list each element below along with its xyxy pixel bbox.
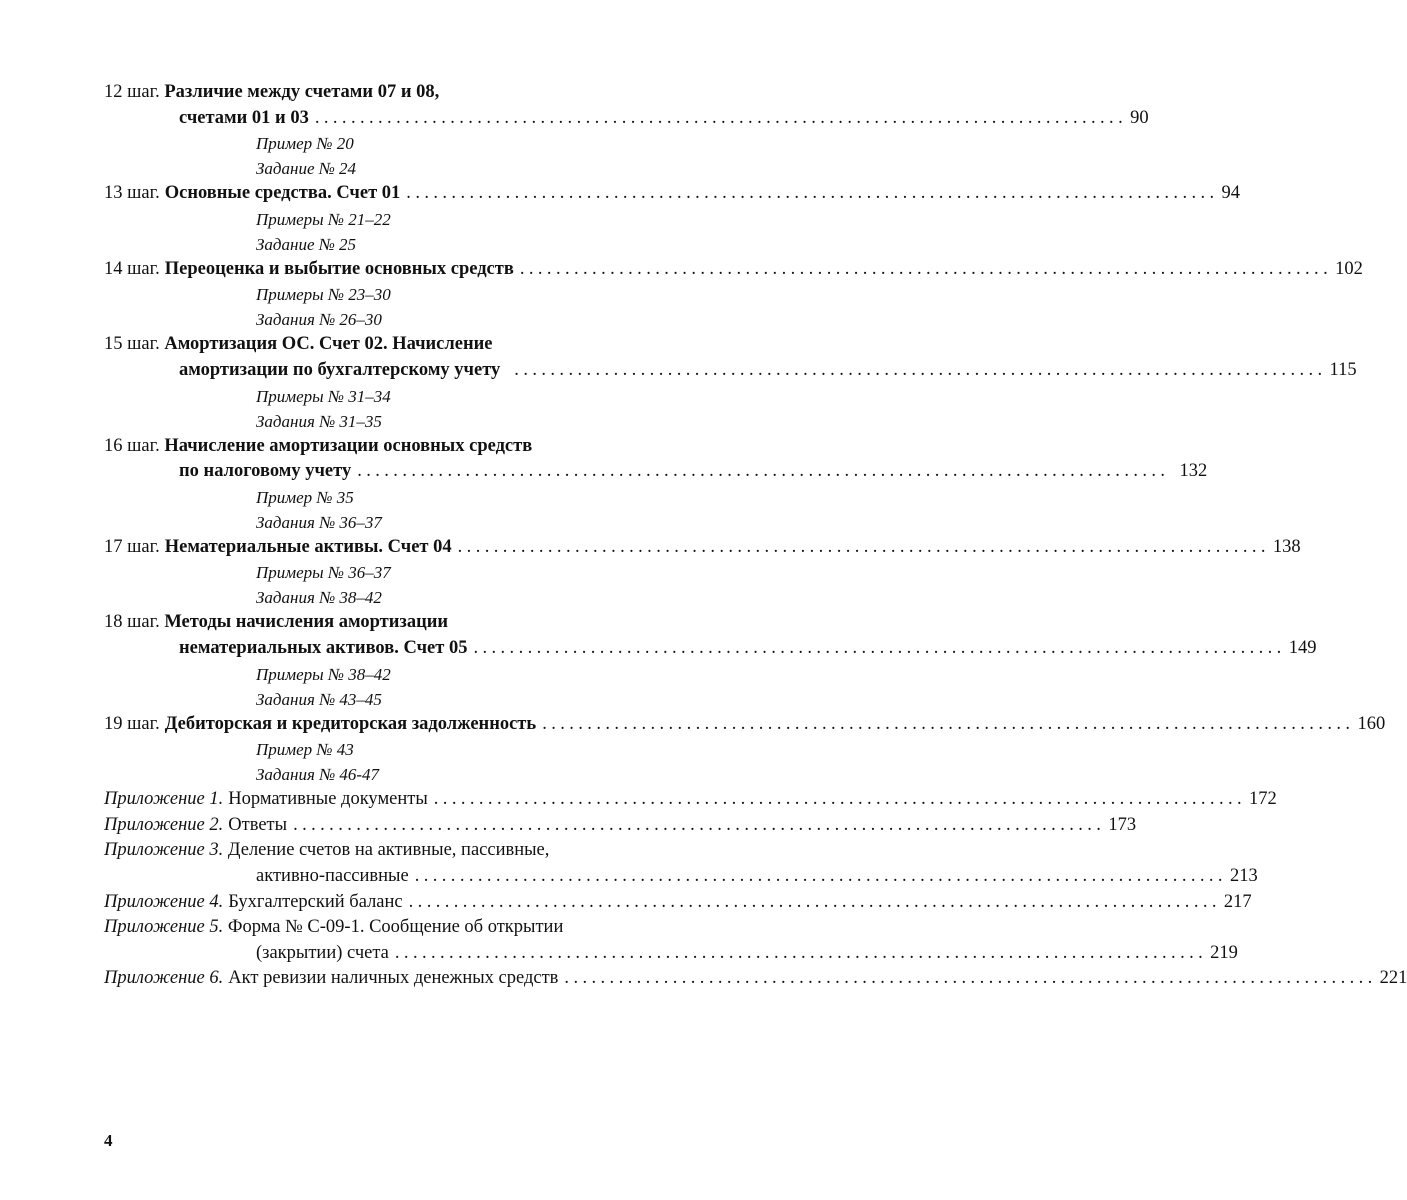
step-title: нематериальных активов. Счет 05 (179, 637, 468, 658)
toc-entry-appendix-3-line2[interactable] (104, 864, 1258, 890)
leader-dots: .......................................................................................... (414, 865, 1227, 886)
page-footer-number: 4 (104, 1131, 113, 1150)
table-of-contents (104, 80, 1407, 992)
step-title: амортизации по бухгалтерскому учету (179, 359, 501, 380)
leader-dots: .......................................................................................... (564, 968, 1377, 989)
leader-dots: .......................................................................................... (519, 258, 1333, 279)
toc-entry-appendix-4[interactable] (104, 890, 1252, 916)
example-ref: Примеры № 21–22 (256, 209, 391, 229)
step-title: по налоговому учету (179, 461, 352, 482)
step-title: Основные средства. Счет 01 (164, 183, 401, 204)
page-number: 217 (1223, 891, 1252, 912)
step-title: Методы начисления амортизации (164, 612, 449, 633)
appendix-label: Приложение 5. (104, 917, 224, 938)
toc-entry-appendix-2[interactable] (104, 813, 1137, 839)
appendix-label: Приложение 2. (104, 814, 224, 835)
task-ref: Задания № 38–42 (256, 588, 382, 608)
toc-entry-step-19[interactable] (104, 712, 1386, 738)
page-number: 160 (1357, 713, 1386, 734)
page-number: 173 (1108, 814, 1137, 835)
toc-entry-step-18-line2[interactable] (104, 636, 1317, 662)
step-title: Дебиторская и кредиторская задолженность (164, 713, 537, 734)
page-number: 172 (1249, 789, 1277, 810)
example-ref: Пример № 35 (256, 487, 354, 507)
leader-dots: .......................................................................................... (433, 789, 1247, 810)
step-title: Нематериальные активы. Счет 04 (164, 536, 452, 557)
leader-dots: .......................................................................................... (408, 891, 1221, 912)
task-ref: Задания № 31–35 (256, 411, 382, 431)
example-ref: Примеры № 23–30 (256, 285, 391, 305)
appendix-title: Деление счетов на активные, пассивные, (227, 840, 550, 861)
toc-entry-step-12-line1 (104, 80, 728, 106)
leader-dots: .......................................................................................... (357, 461, 1170, 482)
toc-entry-appendix-5-line1 (104, 915, 728, 941)
toc-entry-step-17[interactable] (104, 535, 1301, 561)
toc-entry-step-13[interactable] (104, 181, 1241, 207)
step-label: 14 шаг. (104, 258, 160, 279)
example-ref: Пример № 43 (256, 740, 354, 760)
page-number: 149 (1288, 637, 1317, 658)
step-title: счетами 01 и 03 (179, 107, 309, 128)
appendix-label: Приложение 6. (104, 968, 224, 989)
task-ref: Задания № 46-47 (256, 765, 380, 785)
page-number: 102 (1335, 258, 1363, 279)
appendix-title: активно-пассивные (256, 865, 409, 886)
step-label: 12 шаг. (104, 82, 160, 102)
appendix-label: Приложение 3. (104, 840, 224, 861)
step-title: Переоценка и выбытие основных средств (164, 258, 514, 279)
page-number: 221 (1379, 968, 1407, 989)
leader-dots: .......................................................................................... (542, 713, 1355, 734)
task-ref: Задания № 43–45 (256, 689, 382, 709)
appendix-title: Нормативные документы (228, 789, 428, 810)
step-label: 19 шаг. (104, 713, 160, 734)
toc-entry-step-16-line1 (104, 434, 728, 460)
leader-dots: .......................................................................................... (314, 107, 1128, 128)
task-ref: Задания № 36–37 (256, 512, 382, 532)
toc-entry-step-15-line1 (104, 332, 728, 358)
appendix-label: Приложение 1. (104, 789, 224, 810)
example-ref: Примеры № 36–37 (256, 563, 391, 583)
page-number: 132 (1179, 461, 1208, 482)
task-ref: Задания № 26–30 (256, 310, 382, 330)
leader-dots: .......................................................................................... (514, 359, 1327, 380)
step-label: 17 шаг. (104, 536, 160, 557)
appendix-title: Форма № С-09-1. Сообщение об открытии (227, 917, 564, 938)
page-number: 94 (1221, 183, 1241, 204)
page-number: 138 (1272, 536, 1301, 557)
toc-entry-step-14[interactable] (104, 257, 1363, 283)
toc-entry-step-18-line1 (104, 610, 728, 636)
example-ref: Пример № 20 (256, 134, 354, 154)
leader-dots: .......................................................................................... (457, 536, 1270, 557)
appendix-title: Ответы (228, 814, 288, 835)
step-title: Различие между счетами 07 и 08, (164, 82, 440, 102)
appendix-label: Приложение 4. (104, 891, 224, 912)
step-label: 18 шаг. (104, 612, 160, 633)
toc-entry-step-15-line2[interactable] (104, 358, 1357, 384)
leader-dots: .......................................................................................... (293, 814, 1106, 835)
page-number: 115 (1329, 359, 1357, 380)
example-ref: Примеры № 38–42 (256, 664, 391, 684)
toc-entry-step-12-line2[interactable] (104, 106, 1149, 132)
page-number: 213 (1229, 865, 1258, 886)
toc-entry-appendix-1[interactable] (104, 787, 1277, 813)
step-label: 13 шаг. (104, 183, 160, 204)
toc-entry-appendix-5-line2[interactable] (104, 941, 1238, 967)
toc-entry-step-16-line2[interactable] (104, 459, 1208, 485)
appendix-title: Акт ревизии наличных денежных средств (228, 968, 559, 989)
step-label: 15 шаг. (104, 334, 160, 355)
toc-entry-appendix-6[interactable] (104, 966, 1407, 992)
appendix-title: (закрытии) счета (256, 942, 389, 963)
leader-dots: .......................................................................................... (406, 183, 1219, 204)
page-number: 90 (1130, 107, 1149, 128)
step-title: Начисление амортизации основных средств (164, 435, 533, 456)
leader-dots: .......................................................................................... (473, 637, 1286, 658)
page-number: 219 (1210, 942, 1238, 963)
step-label: 16 шаг. (104, 435, 160, 456)
toc-entry-appendix-3-line1 (104, 838, 728, 864)
leader-dots: .......................................................................................... (394, 942, 1208, 963)
step-title: Амортизация ОС. Счет 02. Начисление (164, 334, 493, 355)
task-ref: Задание № 25 (256, 234, 357, 254)
task-ref: Задание № 24 (256, 159, 357, 179)
appendix-title: Бухгалтерский баланс (228, 891, 403, 912)
example-ref: Примеры № 31–34 (256, 386, 391, 406)
